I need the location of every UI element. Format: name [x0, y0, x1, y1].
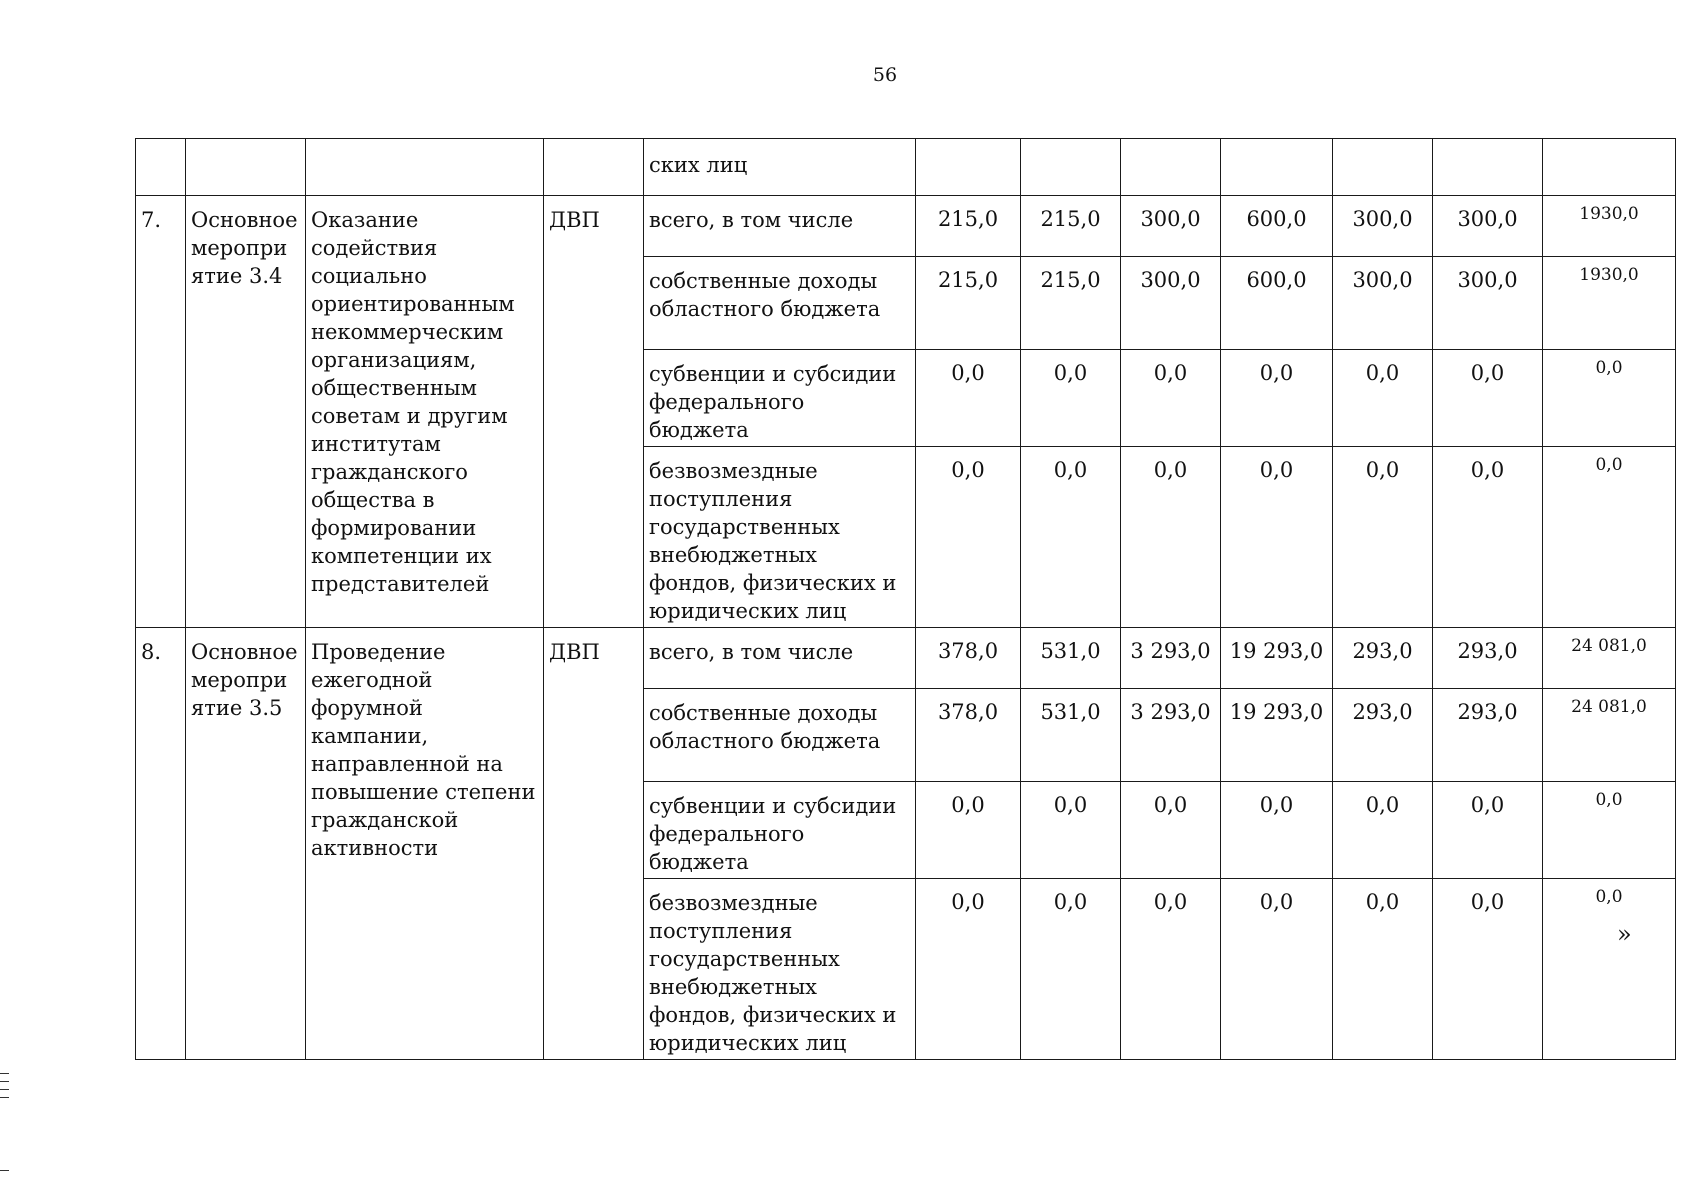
year-value: 215,0	[1021, 257, 1121, 350]
total-value: 24 081,0	[1543, 628, 1676, 689]
total-value: 0,0	[1543, 350, 1676, 447]
table-cell	[1543, 139, 1676, 196]
year-value: 293,0	[1333, 628, 1433, 689]
year-value: 293,0	[1433, 689, 1543, 782]
year-value: 0,0	[1433, 879, 1543, 1060]
row-number: 7.	[136, 196, 186, 628]
year-value: 215,0	[1021, 196, 1121, 257]
year-value: 531,0	[1021, 628, 1121, 689]
year-value: 0,0	[1221, 350, 1333, 447]
total-value: 0,0	[1543, 879, 1676, 1060]
funding-source: субвенции и субсидии федерального бюджета	[644, 350, 916, 447]
year-value: 600,0	[1221, 257, 1333, 350]
total-value: 0,0	[1543, 782, 1676, 879]
table-cell	[136, 139, 186, 196]
page-number: 56	[872, 64, 898, 86]
carry-over-row	[136, 139, 1676, 196]
total-value: 24 081,0	[1543, 689, 1676, 782]
margin-mark	[0, 1170, 9, 1171]
row-number: 8.	[136, 628, 186, 1060]
table-cell	[916, 139, 1021, 196]
table-cell	[1333, 139, 1433, 196]
year-value: 215,0	[916, 257, 1021, 350]
table-row	[136, 628, 1676, 689]
year-value: 0,0	[1121, 879, 1221, 1060]
funding-source: всего, в том числе	[644, 628, 916, 689]
funding-source: собственные доходы областного бюджета	[644, 689, 916, 782]
year-value: 0,0	[1433, 350, 1543, 447]
funding-source: безвозмездные поступления государственных внебюджетных фондов, физических и юридических лиц	[644, 447, 916, 628]
year-value: 0,0	[1333, 879, 1433, 1060]
year-value: 300,0	[1433, 257, 1543, 350]
year-value: 0,0	[916, 782, 1021, 879]
year-value: 293,0	[1333, 689, 1433, 782]
year-value: 19 293,0	[1221, 628, 1333, 689]
year-value: 0,0	[1433, 782, 1543, 879]
year-value: 0,0	[916, 879, 1021, 1060]
year-value: 3 293,0	[1121, 689, 1221, 782]
year-value: 0,0	[1021, 879, 1121, 1060]
margin-mark	[0, 1073, 9, 1074]
year-value: 0,0	[1021, 447, 1121, 628]
year-value: 19 293,0	[1221, 689, 1333, 782]
year-value: 0,0	[916, 447, 1021, 628]
funding-source: собственные доходы областного бюджета	[644, 257, 916, 350]
table-cell	[306, 139, 544, 196]
margin-mark	[0, 1097, 9, 1098]
funding-source: безвозмездные поступления государственных внебюджетных фондов, физических и юридических лиц	[644, 879, 916, 1060]
year-value: 3 293,0	[1121, 628, 1221, 689]
year-value: 300,0	[1333, 196, 1433, 257]
executor: ДВП	[544, 196, 644, 628]
year-value: 300,0	[1121, 257, 1221, 350]
margin-mark	[0, 1089, 9, 1090]
year-value: 300,0	[1433, 196, 1543, 257]
year-value: 300,0	[1121, 196, 1221, 257]
event-name: Проведение ежегодной форумной кампании, направленной на повышение степени гражданской активности	[306, 628, 544, 1060]
year-value: 0,0	[1221, 879, 1333, 1060]
table-cell	[1121, 139, 1221, 196]
year-value: 0,0	[1021, 350, 1121, 447]
funding-source: всего, в том числе	[644, 196, 916, 257]
carry-over-text: ских лиц	[644, 139, 916, 196]
event-type: Основное мероприятие 3.5	[186, 628, 306, 1060]
year-value: 0,0	[1333, 447, 1433, 628]
year-value: 0,0	[1221, 782, 1333, 879]
year-value: 300,0	[1333, 257, 1433, 350]
year-value: 600,0	[1221, 196, 1333, 257]
year-value: 293,0	[1433, 628, 1543, 689]
year-value: 0,0	[1121, 447, 1221, 628]
year-value: 0,0	[1433, 447, 1543, 628]
year-value: 0,0	[1121, 350, 1221, 447]
year-value: 0,0	[916, 350, 1021, 447]
funding-source: субвенции и субсидии федерального бюджета	[644, 782, 916, 879]
closing-quote: »	[1617, 920, 1632, 948]
table-cell	[1021, 139, 1121, 196]
table-cell	[1433, 139, 1543, 196]
table-cell	[186, 139, 306, 196]
table-cell	[1221, 139, 1333, 196]
year-value: 378,0	[916, 689, 1021, 782]
margin-mark	[0, 1081, 9, 1082]
event-name: Оказание содействия социально ориентированным некоммерческим организациям, общественным советам и другим институтам гражданского общества в формировании компетенции их представителей	[306, 196, 544, 628]
event-type: Основное мероприятие 3.4	[186, 196, 306, 628]
budget-table	[135, 138, 1676, 1060]
table-cell	[544, 139, 644, 196]
year-value: 215,0	[916, 196, 1021, 257]
executor: ДВП	[544, 628, 644, 1060]
year-value: 0,0	[1333, 350, 1433, 447]
year-value: 0,0	[1121, 782, 1221, 879]
total-value: 1930,0	[1543, 257, 1676, 350]
year-value: 0,0	[1333, 782, 1433, 879]
year-value: 0,0	[1221, 447, 1333, 628]
year-value: 531,0	[1021, 689, 1121, 782]
year-value: 0,0	[1021, 782, 1121, 879]
total-value: 1930,0	[1543, 196, 1676, 257]
total-value: 0,0	[1543, 447, 1676, 628]
table-row	[136, 196, 1676, 257]
year-value: 378,0	[916, 628, 1021, 689]
